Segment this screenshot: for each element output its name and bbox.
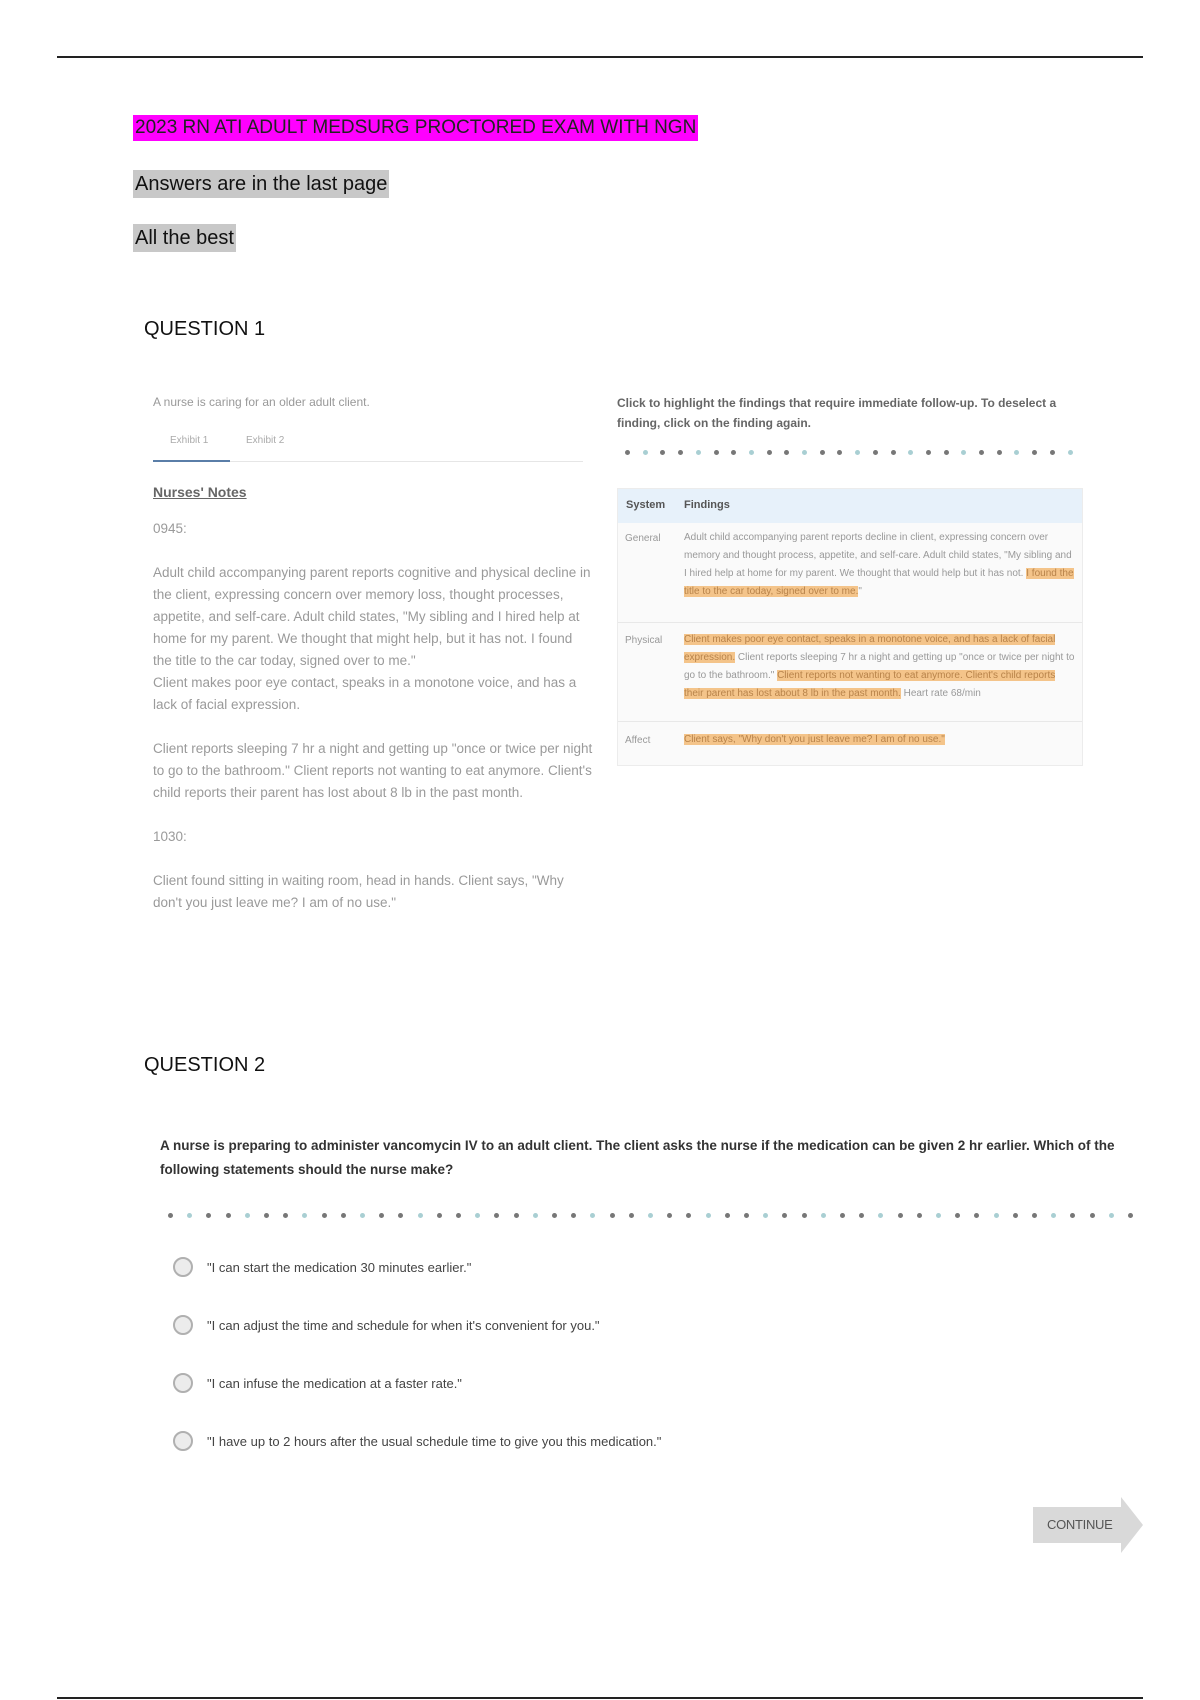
note-paragraph: Client reports sleeping 7 hr a night and getting up "once or twice per night to go to the bathroom." Client reports not wanting to eat anymore. Client's child reports their parent has lost about 8 lb in the past month. — [153, 741, 593, 800]
progress-dot — [944, 450, 949, 455]
progress-dot — [1032, 450, 1037, 455]
progress-dot — [714, 450, 719, 455]
progress-dot — [552, 1213, 557, 1218]
radio-button[interactable] — [173, 1373, 193, 1393]
column-findings: Findings — [684, 499, 730, 511]
progress-dots — [168, 1213, 1138, 1219]
progress-dot — [1014, 450, 1019, 455]
answer-option[interactable] — [173, 1315, 873, 1345]
progress-dot — [1051, 1213, 1056, 1218]
finding-text[interactable]: Adult child accompanying parent reports decline in client, expressing concern over memory and thought process, appetite, and self-care. Adult child states, "My sibling and I hired help at home for my parent. We thought that would help but it has not. — [684, 532, 1072, 579]
tab-exhibit-2[interactable]: Exhibit 2 — [246, 435, 285, 446]
progress-dot — [1070, 1213, 1075, 1218]
radio-button[interactable] — [173, 1431, 193, 1451]
progress-dot — [648, 1213, 653, 1218]
progress-dot — [974, 1213, 979, 1218]
progress-dot — [961, 450, 966, 455]
progress-dot — [955, 1213, 960, 1218]
note-paragraph: Adult child accompanying parent reports cognitive and physical decline in the client, expressing concern over memory loss, thought processes, appetite, and self-care. Adult child states, "My sibling and I hired help at home for my parent. We thought that might help, but it has not. I found the title to the car today, signed over to me." — [153, 565, 591, 668]
progress-dot — [360, 1213, 365, 1218]
progress-dot — [1128, 1213, 1133, 1218]
progress-dot — [341, 1213, 346, 1218]
progress-dot — [821, 1213, 826, 1218]
radio-button[interactable] — [173, 1315, 193, 1335]
column-system: System — [626, 499, 666, 511]
progress-dot — [802, 450, 807, 455]
progress-dot — [643, 450, 648, 455]
progress-dot — [1050, 450, 1055, 455]
row-label-affect: Affect — [625, 735, 651, 746]
progress-dot — [456, 1213, 461, 1218]
progress-dot — [1068, 450, 1073, 455]
progress-dot — [926, 450, 931, 455]
highlighted-finding[interactable]: Client reports not wanting to eat anymore. Client's child reports their parent has lost about 8 lb in the past month. — [684, 670, 1056, 699]
exhibit-tabs — [153, 431, 583, 462]
document-title: 2023 RN ATI ADULT MEDSURG PROCTORED EXAM WITH NGN — [133, 115, 698, 141]
progress-dot — [908, 450, 913, 455]
continue-label[interactable]: CONTINUE — [1047, 1517, 1113, 1532]
q1-instruction: Click to highlight the findings that require immediate follow-up. To deselect a finding, click on the finding again. — [617, 396, 1057, 430]
progress-dot — [629, 1213, 634, 1218]
progress-dot — [625, 450, 630, 455]
progress-dot — [226, 1213, 231, 1218]
highlighted-finding[interactable]: Client says, "Why don't you just leave me? I am of no use." — [684, 734, 945, 745]
progress-dot — [437, 1213, 442, 1218]
answer-option[interactable] — [173, 1431, 873, 1461]
progress-dot — [678, 450, 683, 455]
progress-dot — [1013, 1213, 1018, 1218]
progress-dot — [475, 1213, 480, 1218]
progress-dot — [533, 1213, 538, 1218]
progress-dot — [418, 1213, 423, 1218]
progress-dot — [686, 1213, 691, 1218]
answer-option-label[interactable]: "I can adjust the time and schedule for when it's convenient for you." — [207, 1318, 600, 1333]
answers-note: Answers are in the last page — [133, 170, 389, 198]
progress-dot — [379, 1213, 384, 1218]
active-tab-indicator — [153, 460, 230, 462]
progress-dot — [264, 1213, 269, 1218]
progress-dot — [917, 1213, 922, 1218]
progress-dot — [859, 1213, 864, 1218]
question-1-heading: QUESTION 1 — [144, 318, 266, 340]
finding-text[interactable]: Client reports sleeping 7 hr a night and getting up "once or twice per night to go to the bathroom." — [684, 652, 1075, 681]
progress-dot — [590, 1213, 595, 1218]
top-rule — [57, 56, 1143, 58]
progress-dot — [898, 1213, 903, 1218]
progress-dot — [168, 1213, 173, 1218]
findings-table — [617, 488, 1083, 766]
q2-stem: A nurse is preparing to administer vancomycin IV to an adult client. The client asks the nurse if the medication can be given 2 hr earlier. Which of the following statements should the nurse make? — [160, 1138, 1115, 1177]
progress-dot — [610, 1213, 615, 1218]
progress-dot — [514, 1213, 519, 1218]
continue-button[interactable] — [1033, 1497, 1143, 1553]
progress-dot — [891, 450, 896, 455]
note-paragraph: Client makes poor eye contact, speaks in a monotone voice, and has a lack of facial expression. — [153, 675, 577, 712]
progress-dot — [749, 450, 754, 455]
progress-dot — [763, 1213, 768, 1218]
note-time-0945: 0945: — [153, 521, 187, 536]
highlighted-finding[interactable]: Client makes poor eye contact, speaks in a monotone voice, and has a lack of facial expression. — [684, 634, 1056, 663]
progress-dot — [784, 450, 789, 455]
note-time-1030: 1030: — [153, 829, 187, 844]
progress-dot — [731, 450, 736, 455]
finding-text: " — [858, 586, 862, 597]
nurses-notes-title: Nurses' Notes — [153, 484, 247, 500]
answer-option[interactable] — [173, 1257, 873, 1287]
progress-dot — [782, 1213, 787, 1218]
answer-option-label[interactable]: "I can start the medication 30 minutes earlier." — [207, 1260, 472, 1275]
note-paragraph: Client found sitting in waiting room, head in hands. Client says, "Why don't you just leave me? I am of no use." — [153, 873, 564, 910]
progress-dot — [936, 1213, 941, 1218]
finding-text[interactable]: Heart rate 68/min — [900, 688, 981, 699]
progress-dot — [767, 450, 772, 455]
progress-dot — [802, 1213, 807, 1218]
answer-option-label[interactable]: "I can infuse the medication at a faster rate." — [207, 1376, 462, 1391]
answer-option-label[interactable]: "I have up to 2 hours after the usual schedule time to give you this medication." — [207, 1434, 662, 1449]
progress-dot — [1032, 1213, 1037, 1218]
progress-dot — [706, 1213, 711, 1218]
answer-option[interactable] — [173, 1373, 873, 1403]
progress-dot — [187, 1213, 192, 1218]
progress-dot — [322, 1213, 327, 1218]
highlighted-finding[interactable]: I found the title to the car today, signed over to me. — [684, 568, 1074, 597]
progress-dot — [667, 1213, 672, 1218]
q1-exhibit-pane — [153, 395, 593, 914]
bottom-rule — [57, 1697, 1143, 1699]
physical-findings-cell — [684, 631, 1076, 703]
row-divider — [618, 622, 1082, 623]
progress-dot — [820, 450, 825, 455]
q1-instruction-pane — [617, 393, 1083, 433]
progress-dot — [660, 450, 665, 455]
findings-table-header — [618, 489, 1082, 523]
tab-exhibit-1[interactable]: Exhibit 1 — [170, 435, 209, 446]
progress-dots — [625, 450, 1085, 456]
progress-dot — [840, 1213, 845, 1218]
progress-dot — [283, 1213, 288, 1218]
progress-dot — [725, 1213, 730, 1218]
progress-dot — [873, 450, 878, 455]
progress-dot — [837, 450, 842, 455]
affect-findings-cell — [684, 731, 1076, 749]
progress-dot — [302, 1213, 307, 1218]
progress-dot — [206, 1213, 211, 1218]
all-the-best-note: All the best — [133, 224, 236, 252]
progress-dot — [494, 1213, 499, 1218]
progress-dot — [398, 1213, 403, 1218]
progress-dot — [696, 450, 701, 455]
progress-dot — [855, 450, 860, 455]
row-label-physical: Physical — [625, 635, 663, 646]
progress-dot — [1090, 1213, 1095, 1218]
row-label-general: General — [625, 533, 661, 544]
progress-dot — [994, 1213, 999, 1218]
progress-dot — [744, 1213, 749, 1218]
progress-dot — [979, 450, 984, 455]
row-divider — [618, 721, 1082, 722]
progress-dot — [245, 1213, 250, 1218]
progress-dot — [997, 450, 1002, 455]
progress-dot — [1109, 1213, 1114, 1218]
q1-intro: A nurse is caring for an older adult client. — [153, 395, 370, 409]
progress-dot — [878, 1213, 883, 1218]
question-2-heading: QUESTION 2 — [144, 1054, 266, 1076]
general-findings-cell — [684, 529, 1076, 601]
progress-dot — [571, 1213, 576, 1218]
radio-button[interactable] — [173, 1257, 193, 1277]
